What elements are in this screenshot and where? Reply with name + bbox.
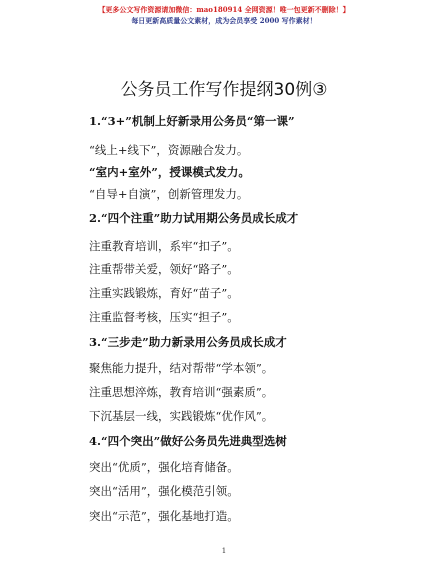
- page-number: 1: [221, 547, 227, 555]
- body-line: “室内+室外”，授课模式发力。: [89, 165, 250, 179]
- body-line: 突出“示范”，强化基地打造。: [89, 509, 239, 523]
- document-title: 公务员工作写作提纲30例③: [120, 80, 328, 100]
- body-line: 注重思想淬炼，教育培训“强素质”。: [89, 385, 274, 399]
- body-line: 注重教育培训，系牢“扣子”。: [89, 239, 239, 253]
- body-line: 注重监督考核，压实“担子”。: [89, 310, 239, 324]
- body-line: 突出“活用”，强化模范引领。: [89, 484, 239, 498]
- body-line: 注重帮带关爱，领好“路子”。: [89, 262, 239, 276]
- body-line: 聚焦能力提升，结对帮带“学本领”。: [89, 361, 274, 375]
- body-line: 突出“优质”，强化培育储备。: [89, 460, 239, 474]
- body-line: 注重实践锻炼，育好“苗子”。: [89, 286, 239, 300]
- section-heading-4: 4.“四个突出”做好公务员先进典型选树: [89, 434, 287, 448]
- body-line: 下沉基层一线，实践锻炼“优作风”。: [89, 409, 274, 423]
- section-heading-3: 3.“三步走”助力新录用公务员成长成才: [89, 335, 287, 349]
- section-heading-2: 2.“四个注重”助力试用期公务员成长成才: [89, 211, 299, 225]
- section-heading-1: 1.“3+”机制上好新录用公务员“第一课”: [89, 114, 295, 128]
- body-line: “自导+自演”，创新管理发力。: [89, 187, 249, 201]
- promo-banner-line-1: 【更多公文写作资源请加微信：mao180914 全网资源！唯一包更新不删除！】: [98, 5, 350, 14]
- body-line: “线上+线下”，资源融合发力。: [89, 143, 249, 157]
- promo-banner-line-2: 每日更新高质量公文素材，成为会员享受 2000 写作素材！: [131, 16, 317, 25]
